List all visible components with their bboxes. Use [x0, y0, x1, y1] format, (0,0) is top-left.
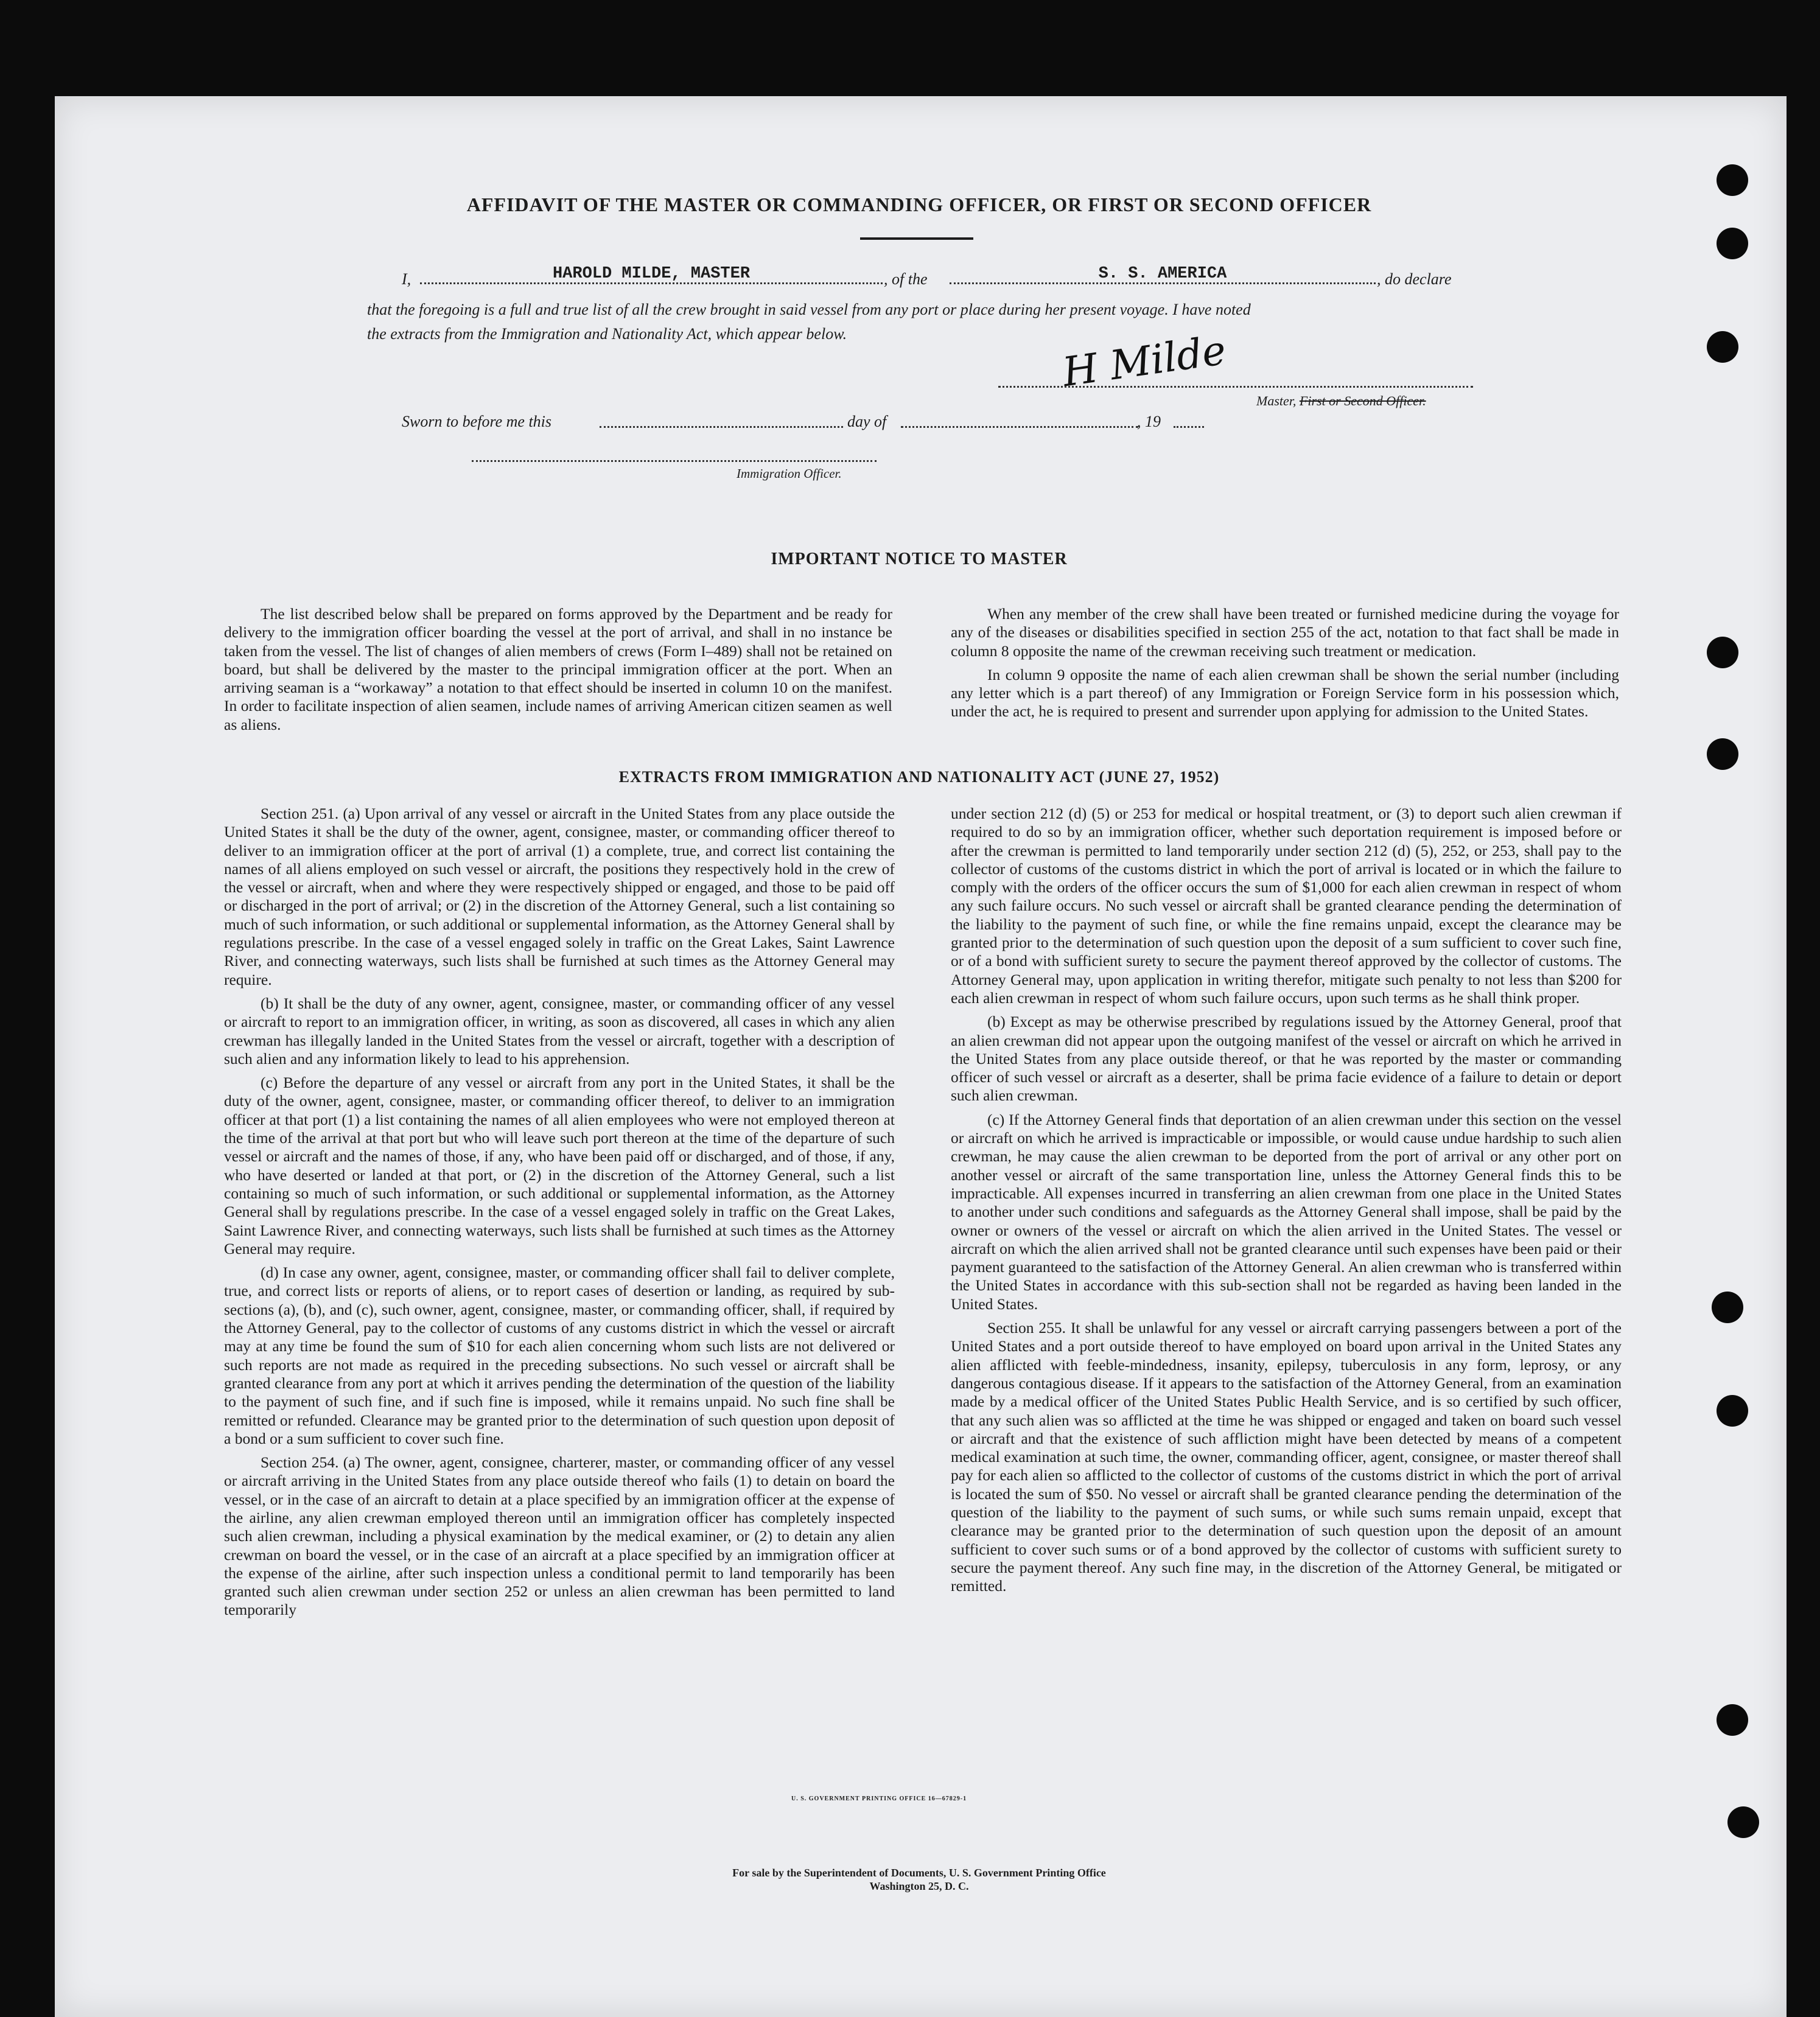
section-255: Section 255. It shall be unlawful for any vessel or aircraft carrying passengers between a port of the United States and a port outside thereof to have employed on board upon arrival in the United States any alien afflicted with feeble-mindedness, insanity, epilepsy, tuberculosis in any form, leprosy, or any dangerous contagious disease. If it appears to the satisfaction of the Attorney General, from an examination made by a medical officer of the United States Public Health Service, and is so certified by such officer, that any such alien was so afflicted at the time he was shipped or engaged and taken on board such vessel or aircraft and that the existence of such affliction might have been detected by means of a competent medical examination at such time, the owner, commanding officer, agent, consignee, or master thereof shall pay for each alien so afflicted to the collector of customs of the customs district in which the port of arrival is located the sum of $50. No vessel or aircraft shall be granted clearance pending the determination of the question of the liability to the payment of such sums, or while such sums remain unpaid, except that clearance may be granted prior to the determination of such question upon the deposit of an amount sufficient to cover such sums or of a bond approved by the collector of customs with sufficient surety to secure the payment thereof. Any such fine may, in the discretion of the Attorney General, be mitigated or remitted. [951, 1319, 1622, 1595]
punch-hole [1707, 738, 1738, 770]
sworn-day-of: day of [847, 413, 887, 430]
immigration-officer-label: Immigration Officer. [737, 466, 842, 481]
sale-notice-line2: Washington 25, D. C. [869, 1880, 969, 1892]
notice-right-column [951, 605, 1619, 727]
extracts-right-column [951, 805, 1622, 1601]
notice-title: IMPORTANT NOTICE TO MASTER [771, 550, 1068, 568]
section-254c: (c) If the Attorney General finds that deportation of an alien crewman under this section on the vessel or aircraft on which he arrived is impracticable or impossible, or would cause undue hardship to such alien crewman, he may cause the alien crewman to be deported from the port of arrival or any other port on another vessel or aircraft of the same transportation line, unless the Attorney General finds this to be impracticable. All expenses incurred in transferring an alien crewman from one place in the United States to another under such conditions and safeguards as the Attorney General shall impose, shall be paid by the owner or owners of the vessel or aircraft on which the alien arrived in the United States. The vessel or aircraft on which the alien arrived shall not be granted clearance until such expenses have been paid or their payment guaranteed to the satisfaction of the Attorney General. An alien crewman who is transferred within the United States in accordance with this sub-section shall not be regarded as having been landed in the United States. [951, 1110, 1622, 1313]
punch-hole [1717, 228, 1748, 259]
notice-right-paragraph-2: In column 9 opposite the name of each alien crewman shall be shown the serial number (including any letter which is a part thereof) of any Immigration or Foreign Service form in his possession which, under the act, he is required to present and surrender upon applying for admission to the United States. [951, 665, 1619, 721]
extracts-left-column [224, 805, 895, 1625]
signer-title [1256, 393, 1426, 409]
punch-hole [1727, 1806, 1759, 1838]
notice-left-paragraph: The list described below shall be prepared on forms approved by the Department and be ready for delivery to the immigration officer boarding the vessel at the port of arrival, and shall in no instance be taken from the vessel. The list of changes of alien members of crews (Form I–489) shall not be retained on board, but shall be delivered by the master to the principal immigration officer at the port. When an arriving seaman is a “workaway” a notation to that effect should be inserted in column 10 on the manifest. In order to facilitate inspection of alien seamen, include names of arriving American citizen seamen as well as aliens. [224, 605, 892, 733]
punch-hole [1712, 1292, 1743, 1323]
sale-notice-line1: For sale by the Superintendent of Documents, U. S. Government Printing Office [732, 1867, 1106, 1879]
printing-office-line: U. S. GOVERNMENT PRINTING OFFICE 16—67829-1 [791, 1795, 967, 1802]
affidavit-statement-line1: that the foregoing is a full and true list of all the crew brought in said vessel from any port or place during her present voyage. I have noted [367, 301, 1251, 318]
section-254b: (b) Except as may be otherwise prescribed by regulations issued by the Attorney General, proof that an alien crewman did not appear upon the outgoing manifest of the vessel or aircraft on which he arrived in the United States from any place outside thereof, or that he was reported by the master or commanding officer of such vessel or aircraft as a deserter, shall be prima facie evidence of a failure to detain or deport such alien crewman. [951, 1013, 1622, 1105]
affidavit-pre-name: I, [402, 270, 411, 288]
section-254a: Section 254. (a) The owner, agent, consignee, charterer, master, or commanding officer of any vessel or aircraft arriving in the United States from any place outside thereof who fails (1) to detain on board the vessel, or in the case of an aircraft to detain at a place specified by an immigration officer at the expense of the airline, any alien crewman employed thereon until an immigration officer has completely inspected such alien crewman, including a physical examination by the medical examiner, or (2) to detain any alien crewman on board the vessel, or in the case of an aircraft at a place specified by an immigration officer at the expense of the airline, after such inspection unless a conditional permit to land temporarily has been granted such alien crewman under section 252 or unless an alien crewman has been permitted to land temporarily [224, 1453, 895, 1619]
affidavit-title: AFFIDAVIT OF THE MASTER OR COMMANDING OFFICER, OR FIRST OR SECOND OFFICER [466, 194, 1372, 215]
sworn-year-line [1174, 424, 1204, 428]
title-rule [860, 237, 973, 240]
notice-right-paragraph-1: When any member of the crew shall have been treated or furnished medicine during the voyage for any of the diseases or disabilities specified in section 255 of the act, notation to that fact shall be made in column 8 opposite the name of the crewman receiving such treatment or medication. [951, 605, 1619, 660]
master-name-field: HAROLD MILDE, MASTER [420, 265, 883, 284]
affidavit-statement-line2: the extracts from the Immigration and Nationality Act, which appear below. [367, 325, 847, 343]
section-251a: Section 251. (a) Upon arrival of any vessel or aircraft in the United States from any place outside the United States it shall be the duty of the owner, agent, consignee, master, or commanding officer thereof to deliver to an immigration officer at the port of arrival (1) a complete, true, and correct list containing the names of all aliens employed on such vessel or aircraft, the positions they respectively hold in the crew of the vessel or aircraft, when and where they were respectively shipped or engaged, and those to be paid off or discharged in the port of arrival; or (2) in the discretion of the Attorney General, such a list containing so much of such information, or such additional or supplemental information, as the Attorney General shall by regulations prescribe. In the case of a vessel engaged solely in traffic on the Great Lakes, Saint Lawrence River, and connecting waterways, such lists shall be furnished at such times as the Attorney General may require. [224, 805, 895, 988]
sworn-year-prefix: , 19 [1137, 413, 1161, 430]
signature-line [998, 383, 1473, 388]
affidavit-do-declare: , do declare [1377, 270, 1452, 288]
section-251d: (d) In case any owner, agent, consignee, master, or commanding officer shall fail to deliver complete, true, and correct lists or reports of aliens, or to report cases of desertion or landing, as required by sub-sections (a), (b), and (c), such owner, agent, consignee, master, or commanding officer, shall, if required by the Attorney General, pay to the collector of customs of any customs district in which the vessel or aircraft may at any time be found the sum of $10 for each alien concerning whom such lists are not delivered or such reports are not made as required in the preceding subsections. No such vessel or aircraft shall be granted clearance from any port at which it arrives pending the determination of the question of the liability to the payment of such fine, and if such fine is imposed, while it remains unpaid. No such fine shall be remitted or refunded. Clearance may be granted prior to the determination of such question upon deposit of a bond or a sum sufficient to cover such fine. [224, 1264, 895, 1447]
sale-notice [548, 1866, 1290, 1893]
punch-hole [1717, 1395, 1748, 1427]
master-signature: H Milde [1059, 326, 1229, 396]
signer-title-master: Master, [1256, 393, 1297, 408]
sworn-month-line [901, 424, 1138, 428]
notice-left-column [224, 605, 892, 739]
punch-hole [1717, 1704, 1748, 1736]
affidavit-of-the: , of the [884, 270, 928, 288]
punch-hole [1707, 637, 1738, 668]
sworn-prefix: Sworn to before me this [402, 413, 552, 430]
section-251b: (b) It shall be the duty of any owner, agent, consignee, master, or commanding officer of any vessel or aircraft to report to an immigration officer, in writing, as soon as discovered, all cases in which any alien crewman has illegally landed in the United States from the vessel or aircraft, together with a description of such alien and any information likely to lead to his apprehension. [224, 994, 895, 1068]
punch-hole [1717, 164, 1748, 196]
signer-title-struck: First or Second Officer. [1299, 393, 1426, 408]
immigration-officer-line [472, 458, 877, 462]
vessel-name-field: S. S. AMERICA [950, 265, 1376, 284]
sworn-day-line [600, 424, 843, 428]
extracts-title: EXTRACTS FROM IMMIGRATION AND NATIONALITY ACT (JUNE 27, 1952) [618, 768, 1220, 786]
section-251c: (c) Before the departure of any vessel or aircraft from any port in the United States, it shall be the duty of the owner, agent, consignee, master, or commanding officer thereof, to deliver to an immigration officer at that port (1) a list containing the names of all alien employees who were not employed thereon at the time of the arrival at that port but who will leave such port thereon at the time of the departure of such vessel or aircraft and the names of those, if any, who have been paid off or discharged, and of those, if any, who have deserted or landed at that port, or (2) in the discretion of the Attorney General, such a list containing so much of such information, or such additional or supplemental information, as the Attorney General shall by regulations prescribe. In the case of a vessel engaged solely in traffic on the Great Lakes, Saint Lawrence River, and connecting waterways, such lists shall be furnished at such times as the Attorney General may require. [224, 1074, 895, 1257]
punch-hole [1707, 331, 1738, 363]
section-254a-continued: under section 212 (d) (5) or 253 for medical or hospital treatment, or (3) to deport such alien crewman if required to do so by an immigration officer, whether such deportation requirement is imposed before or after the crewman is permitted to land temporarily under section 212 (d) (5), 252, or 253, shall pay to the collector of customs of the customs district in which the port of arrival is located or in which the failure to comply with the orders of the officer occurs the sum of $1,000 for each alien crewman in respect of whom any such failure occurs. No such vessel or aircraft shall be granted clearance pending the determination of the liability to the payment of such fine, or while the fine remains unpaid, except the clearance may be granted prior to the determination of such question upon the deposit of a sum sufficient to cover such fine, or of a bond with sufficient surety to secure the payment thereof approved by the collector of customs. The Attorney General may, upon application in writing therefor, mitigate such penalty to not less than $200 for each alien crewman in respect of whom such failure occurs, upon such terms as he shall think proper. [951, 805, 1622, 1007]
